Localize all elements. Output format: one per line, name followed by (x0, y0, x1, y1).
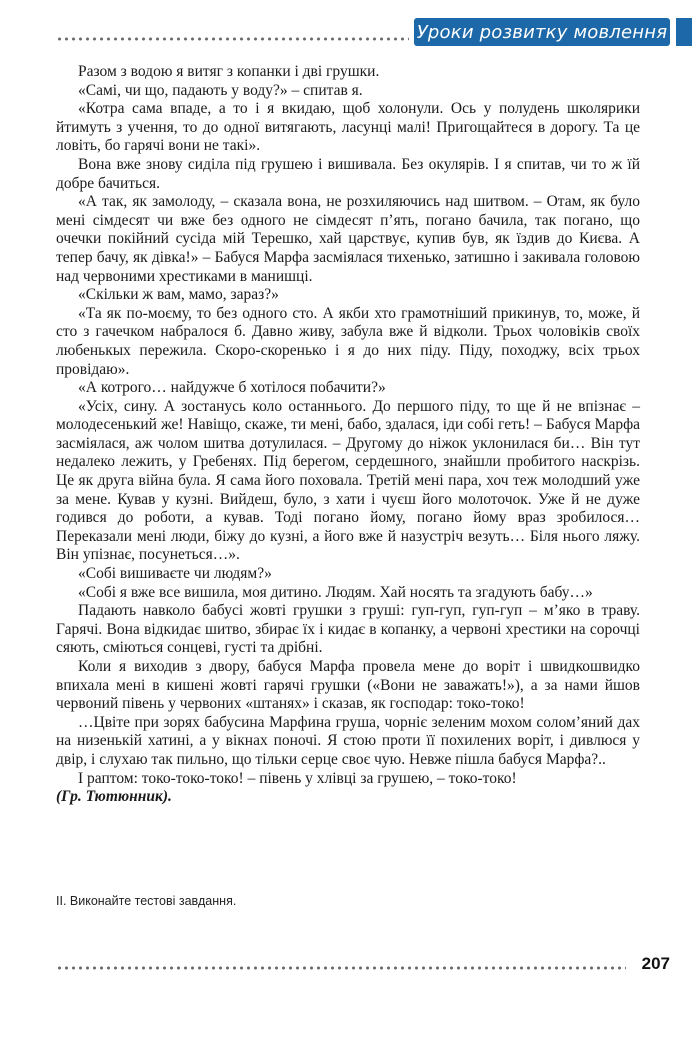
paragraph: «А так, як замолоду, – сказала вона, не розхиляючись над шитвом. – Отам, як було мені сімдесят чи вже без одного не сімдесят п’ять, погано бачила, так погано, що очечки покійний сусіда мій Терешко, хай царствує, купив був, як їздив до Києва. А тепер бачу, як дівка!» – Бабуся Марфа засміялася тихенько, затишно і закивала головою над червоними хрестиками в манишці. (56, 193, 640, 285)
author-attribution: (Гр. Тютюнник). (56, 788, 172, 806)
paragraph: «Та як по-моєму, то без одного сто. А якби хто грамотніший прикинув, то, може, й сто з гачечком набралося б. Давно живу, забула вже й відколи. Трьох чоловіків своїх любенькых пережила. Скоро-скоренько і я до них піду. Піду, походжу, всіх трьох провідаю». (56, 304, 640, 378)
paragraph: Коли я виходив з двору, бабуся Марфа провела мене до воріт і швидкошвидко впихала мені в кишені жовті гарячі грушки («Вони не заважать!»), а за нами йшов червоний півень у червоних «штанях» і сказав, як господар: токо-токо! (56, 658, 640, 713)
paragraph: Вона вже знову сиділа під грушею і вишивала. Без окулярів. І я спитав, чи то ж їй добре бачиться. (56, 155, 640, 192)
story-text (56, 63, 640, 807)
section-header (414, 18, 670, 46)
bottom-dotted-rule (56, 966, 626, 970)
paragraph: «Скільки ж вам, мамо, зараз?» (78, 286, 279, 304)
paragraph: …Цвіте при зорях бабусина Марфина груша, чорніє зеленим мохом солом’яний дах на низенькій хатині, а у вікнах поночі. Я стою проти її похилених воріт, і дивлюся у двір, і слухаю так пильно, що тільки серце своє чую. Невже пішла бабуся Марфа?.. (56, 713, 640, 768)
paragraph: «Собі я вже все вишила, моя дитино. Людям. Хай носять та згадують бабу…» (78, 583, 593, 601)
section-title: Уроки розвитку мовлення (416, 21, 668, 43)
paragraph: «Котра сама впаде, а то і я вкидаю, щоб холонули. Ось у полудень школярики йтимуть з учення, то до одної витягають, ласунці малі! Пригощайтеся в дорогу. Та це ловіть, бо гарячі вони не такі». (56, 100, 640, 155)
page-number: 207 (641, 954, 670, 973)
paragraph: Падають навколо бабусі жовті грушки з груші: гуп-гуп, гуп-гуп – м’яко в траву. Гарячі. Вона відкидає шитво, збирає їх і кидає в копанку, а червоні хрестики на сорочці сяють, сміються сонцеві, густі та дрібні. (56, 602, 640, 657)
paragraph: «Самі, чи що, падають у воду?» – спитав я. (78, 81, 363, 99)
paragraph: «А котрого… найдужче б хотілося побачити?» (78, 379, 386, 397)
top-dotted-rule (56, 37, 409, 41)
paragraph: «Усіх, сину. А зостанусь коло останнього. До першого піду, то ще й не впізнає – молодесенький же! Навіщо, скаже, ти мені, бабо, здалася, іди собі геть! – Бабуся Марфа засміялася, аж чолом шитва дотулилася. – Другому до ніжок уклонилася би… Він тут недалеко лежить, у Гребенях. Під берегом, сердешного, знайшли пробитого наскрізь. Це як друга війна була. Я сама його поховала. Третій мені пара, хоч теж молодший уже за мене. Кував у кузні. Вийдеш, було, з хати і чуєш його молоточок. Уже й не дуже годився до роботи, а кував. Тоді погано йому, погано йому враз зробилося… Переказали мені люди, біжу до кузні, а його вже й назустріч везуть… Біля нього ляжу. Він упізнає, посунеться…». (56, 397, 640, 564)
paragraph: І раптом: токо-токо-токо! – півень у хлівці за грушею, – токо-токо! (78, 769, 517, 787)
section-tab-marker (676, 18, 692, 46)
paragraph: «Собі вишиваєте чи людям?» (78, 565, 272, 583)
task-instruction: ІІ. Виконайте тестові завдання. (56, 894, 237, 908)
paragraph: Разом з водою я витяг з копанки і дві грушки. (78, 63, 380, 80)
